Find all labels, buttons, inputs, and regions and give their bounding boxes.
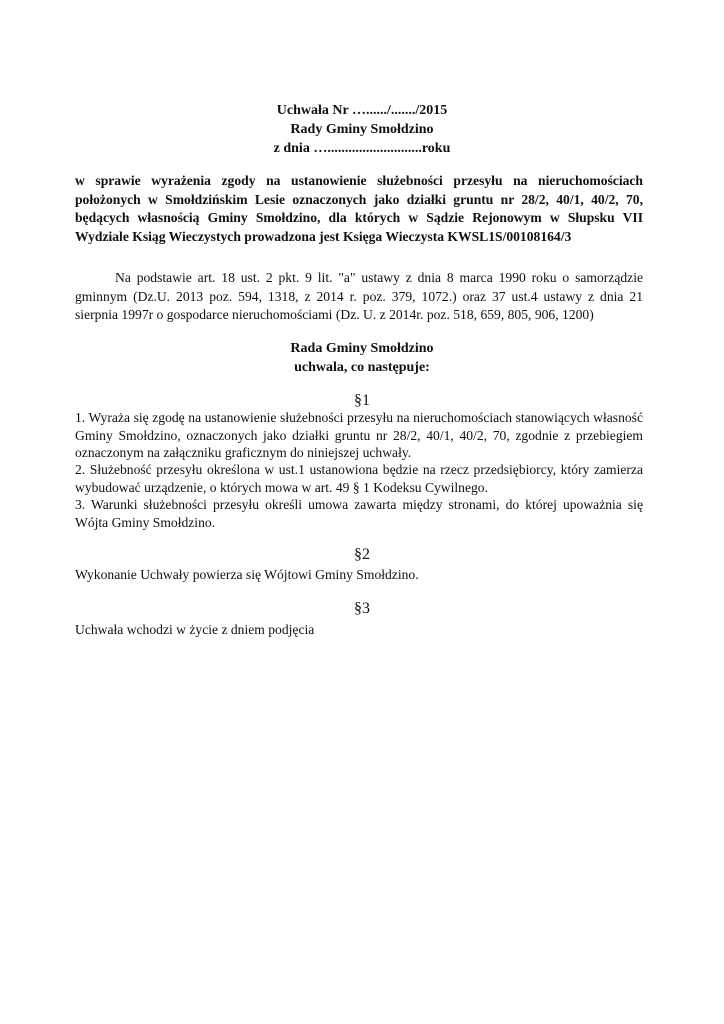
council-declaration bbox=[0, 339, 724, 377]
section-1-sign: §1 bbox=[354, 392, 370, 409]
council-resolves: uchwala, co następuje: bbox=[294, 360, 430, 375]
resolution-date: z dnia …...........................roku bbox=[273, 141, 451, 156]
section-1-point-3: 3. Warunki służebności przesyłu określi umowa zawarta między stronami, do której upoważnia się Wójta Gminy Smołdzino. bbox=[75, 497, 643, 530]
resolution-number: Uchwała Nr …....../......./2015 bbox=[276, 103, 448, 118]
resolution-header bbox=[0, 101, 724, 158]
section-2-sign: §2 bbox=[354, 546, 370, 563]
resolution-subject: w sprawie wyrażenia zgody na ustanowienie służebności przesyłu na nieruchomościach położonych w Smołdzińskim Lesie oznaczonych jako działki gruntu nr 28/2, 40/1, 40/2, 70, będących własnością Gminy Smołdzino, dla których w Sądzie Rejonowym w Słupsku VII Wydziale Ksiąg Wieczystych prowadzona jest Księga Wieczysta KWSL1S/00108164/3 bbox=[75, 173, 643, 244]
section-3-text: Uchwała wchodzi w życie z dniem podjęcia bbox=[75, 622, 315, 637]
resolution-issuer: Rady Gminy Smołdzino bbox=[290, 122, 434, 137]
legal-basis: Na podstawie art. 18 ust. 2 pkt. 9 lit. "a" ustawy z dnia 8 marca 1990 roku o samorządzie gminnym (Dz.U. 2013 poz. 594, 1318, z 2014 r. poz. 379, 1072.) oraz 37 ust.4 ustawy z dnia 21 sierpnia 1997r o gospodarce nieruchomościami (Dz. U. z 2014r. poz. 518, 659, 805, 906, 1200) bbox=[75, 270, 643, 322]
section-1-point-1: 1. Wyraża się zgodę na ustanowienie służebności przesyłu na nieruchomościach stanowiących własność Gminy Smołdzino, oznaczonych jako działki gruntu nr 28/2, 40/1, 40/2, 70, zgodnie z przebiegiem oznaczonym na załączniku graficznym do niniejszej uchwały. bbox=[75, 410, 643, 460]
council-name: Rada Gminy Smołdzino bbox=[290, 341, 434, 356]
section-1-point-2: 2. Służebność przesyłu określona w ust.1 ustanowiona będzie na rzecz przedsiębiorcy, który zamierza wybudować urządzenie, o których mowa w art. 49 § 1 Kodeksu Cywilnego. bbox=[75, 462, 643, 495]
section-3-sign: §3 bbox=[354, 600, 370, 617]
section-2-text: Wykonanie Uchwały powierza się Wójtowi Gminy Smołdzino. bbox=[75, 567, 419, 582]
